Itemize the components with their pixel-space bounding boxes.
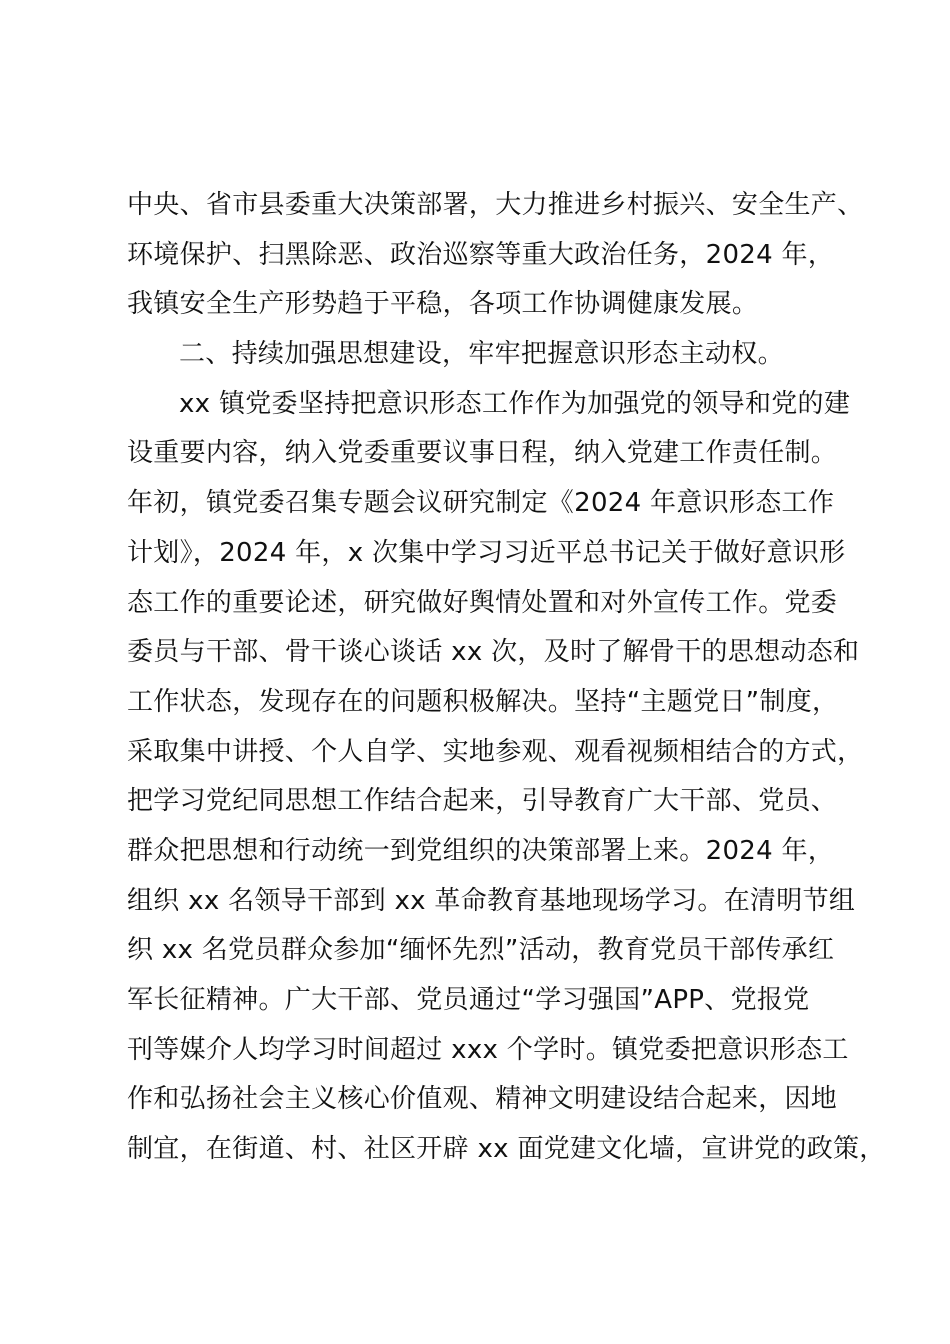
text-line: 工作状态，发现存在的问题积极解决。坚持“主题党日”制度， <box>127 686 839 717</box>
text-line: 群众把思想和行动统一到党组织的决策部署上来。2024 年， <box>127 835 835 866</box>
document-body <box>127 181 886 1175</box>
text-line: 中央、省市县委重大决策部署，大力推进乡村振兴、安全生产、 <box>127 190 864 220</box>
text-line: 作和弘扬社会主义核心价值观、精神文明建设结合起来，因地 <box>127 1084 838 1115</box>
text-line: 年初，镇党委召集专题会议研究制定《2024 年意识形态工作 <box>127 488 835 519</box>
text-line: 刊等媒介人均学习时间超过 xxx 个学时。镇党委把意识形态工 <box>127 1034 849 1065</box>
text-line: 委员与干部、骨干谈心谈话 xx 次，及时了解骨干的思想动态和 <box>127 637 860 668</box>
text-line: 织 xx 名党员群众参加“缅怀先烈”活动，教育党员干部传承红 <box>127 935 835 966</box>
text-line: 组织 xx 名领导干部到 xx 革命教育基地现场学习。在清明节组 <box>127 885 856 916</box>
text-line: 态工作的重要论述，研究做好舆情处置和对外宣传工作。党委 <box>127 587 838 618</box>
text-line: 军长征精神。广大干部、党员通过“学习强国”APP、党报党 <box>127 985 810 1015</box>
section-heading: 二、持续加强思想建设，牢牢把握意识形态主动权。 <box>179 339 784 370</box>
text-line: 把学习党纪同思想工作结合起来，引导教育广大干部、党员、 <box>127 786 838 817</box>
text-line: 我镇安全生产形势趋于平稳，各项工作协调健康发展。 <box>127 289 759 320</box>
text-line: 设重要内容，纳入党委重要议事日程，纳入党建工作责任制。 <box>127 438 838 469</box>
text-line: 环境保护、扫黑除恶、政治巡察等重大政治任务，2024 年， <box>127 239 835 270</box>
text-line: 制宜，在街道、村、社区开辟 xx 面党建文化墙，宣讲党的政策， <box>127 1134 886 1165</box>
text-line: xx 镇党委坚持把意识形态工作作为加强党的领导和党的建 <box>179 388 851 419</box>
text-line: 采取集中讲授、个人自学、实地参观、观看视频相结合的方式， <box>127 736 864 767</box>
text-line: 计划》，2024 年，x 次集中学习习近平总书记关于做好意识形 <box>127 537 846 568</box>
